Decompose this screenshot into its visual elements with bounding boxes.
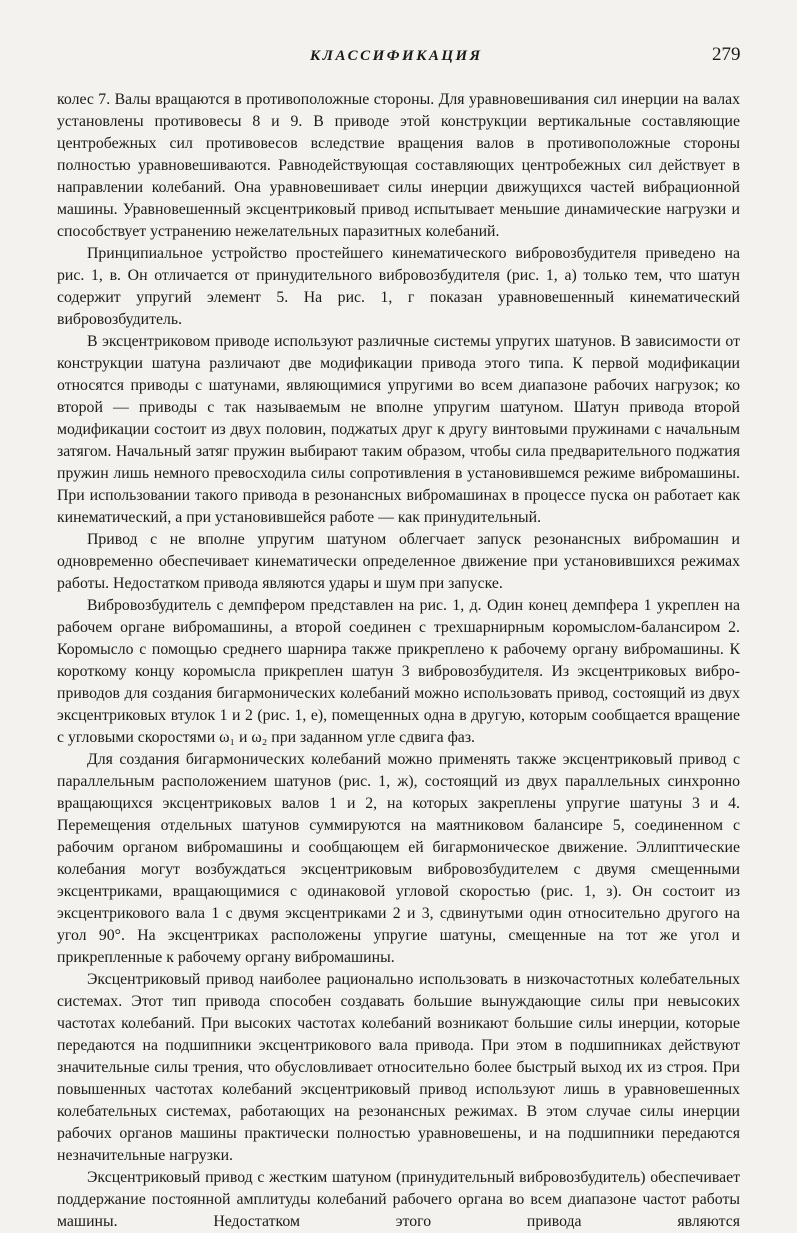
body-text <box>57 89 740 1233</box>
paragraph-6: Для создания бигармонических колебаний можно применять также эксцентриковый привод с параллельным расположением шатунов (рис. 1, ж), состоящий из двух параллельных синхронно вращающихся эксцентриковых валов 1 и 2, на которых закреплены упругие шатуны 3 и 4. Перемещения отдельных шатунов суммируются на маятниковом балансире 5, соединенном с рабочим органом вибромашины и сообщающем ей бигармоническое движение. Эллиптические колебания могут возбуждаться эксцентриковым вибровозбудителем с двумя смещенными эксцентриками, вращающимися с одинаковой угловой скоростью (рис. 1, з). Он состоит из эксцентрикового вала 1 с двумя эксцентриками 2 и 3, сдвинутыми один относительно другого на угол 90°. На эксцентриках расположены упругие шатуны, смещенные на тот же угол и прикрепленные к рабочему органу вибромашины. <box>57 751 740 966</box>
paragraph-7: Эксцентриковый привод наиболее рационально использовать в низкочастотных колебательных системах. Этот тип привода способен создавать большие вынуждающие силы при невысоких частотах колебаний. При высоких частотах колебаний возникают большие силы инерции, которые передаются на подшипники эксцентрикового вала привода. При этом в подшипниках действуют значительные силы трения, что обусловливает относительно более быстрый выход их из строя. При повышенных частотах колебаний эксцентриковый привод используют лишь в уравновешенных колебательных системах, работающих на резонансных режимах. В этом случае силы инерции рабочих органов машины практически полностью уравновешены, и на подшипники передаются незначительные нагрузки. <box>57 971 740 1164</box>
paragraph-3: В эксцентриковом приводе используют различные системы упругих шатунов. В зависимости от конструкции шатуна различают две модификации привода этого типа. К первой модификации относятся приводы с шатунами, являющимися упругими во всем диапазоне рабочих нагрузок; ко второй — приводы с так называемым не вполне упругим шатуном. Шатун привода второй модификации состоит из двух половин, поджатых друг к другу винтовыми пружинами с начальным затягом. Начальный затяг пружин выбирают таким образом, чтобы сила предварительного поджатия пружин лишь немного превосходила силы сопротивления в установившемся режиме вибромашины. При использовании такого привода в резонансных вибромашинах в процессе пуска он работает как кинематический, а при установившейся работе — как принудительный. <box>57 333 740 526</box>
paragraph-2: Принципиальное устройство простейшего кинематического вибровозбудителя приведено на рис. 1, в. Он отличается от принудительного вибровозбудителя (рис. 1, а) только тем, что шатун содержит упругий элемент 5. На рис. 1, г показан уравновешенный кинематический вибровозбудитель. <box>57 245 740 328</box>
paragraph-1: колес 7. Валы вращаются в противоположные стороны. Для уравновешивания сил инерции на валах установлены противовесы 8 и 9. В приводе этой конструкции вертикальные составляющие центробежных сил противовесов вследствие вращения валов в противоположные стороны полностью уравновешиваются. Равнодействующая составляющих центробежных сил действует в направлении колебаний. Она уравновешивает силы инерции движущихся частей вибрационной машины. Уравновешенный эксцентриковый привод испытывает меньшие динамические нагрузки и способствует устранению нежелательных паразитных колебаний. <box>57 91 740 240</box>
running-title: КЛАССИФИКАЦИЯ <box>310 48 483 64</box>
paragraph-8: Эксцентриковый привод с жестким шатуном (принудительный вибровозбудитель) обеспечивает поддержание постоянной амплитуды колебаний рабочего органа во всем диапазоне частот работы машины. Недостатком этого привода являются <box>57 1169 740 1230</box>
page-number: 279 <box>712 44 741 65</box>
paragraph-4: Привод с не вполне упругим шатуном облегчает запуск резонансных вибромашин и одновременно обеспечивает кинематически определенное движение при установившихся режимах работы. Недостатком привода являются удары и шум при запуске. <box>57 531 740 592</box>
paragraph-5: Вибровозбудитель с демпфером представлен на рис. 1, д. Один конец демпфера 1 укреплен на рабочем органе вибромашины, а второй соединен с трехшарнирным коромыслом-балансиром 2. Коромысло с помощью среднего шарнира также прикреплено к рабочему органу вибромашины. К короткому концу коромысла прикреплен шатун 3 вибровозбудителя. Из эксцентриковых виброприводов для создания бигармонических колебаний можно использовать привод, состоящий из двух эксцентриковых втулок 1 и 2 (рис. 1, е), помещенных одна в другую, которым сообщается вращение с угловыми скоростями ω₁ и ω₂ при заданном угле сдвига фаз. <box>57 597 740 746</box>
running-head <box>0 44 797 70</box>
